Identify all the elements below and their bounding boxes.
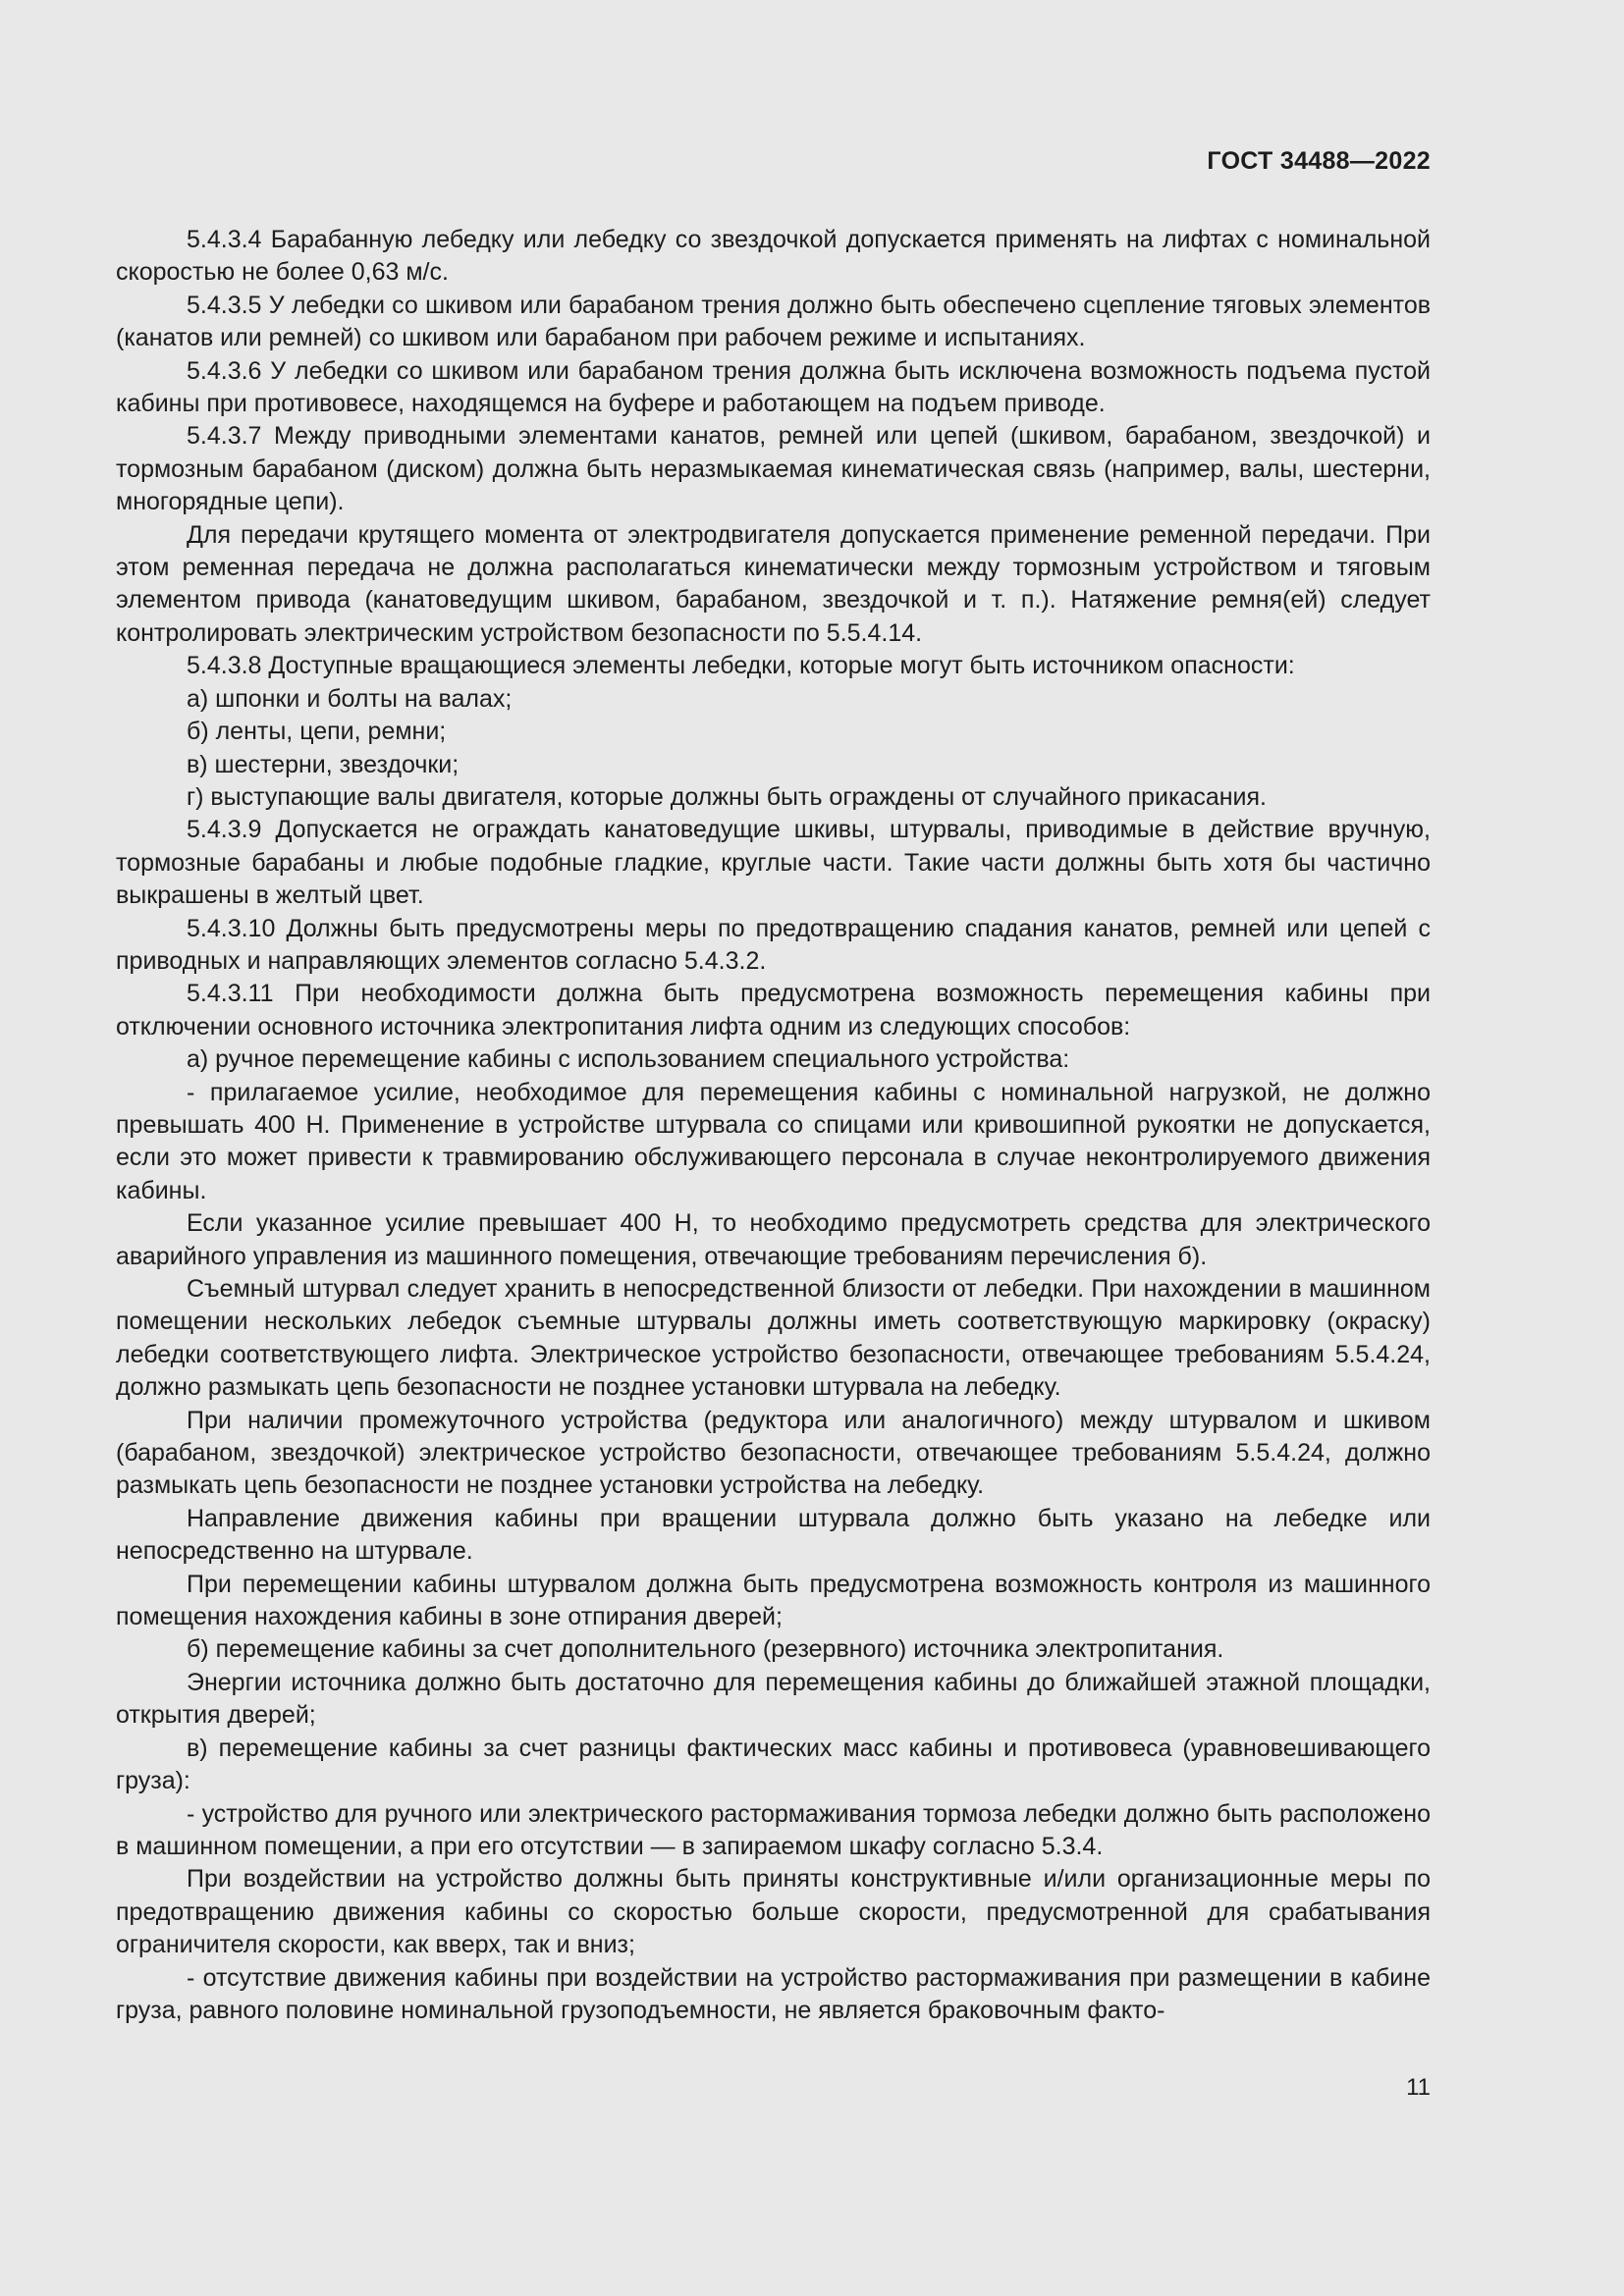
page-number: 11 (1406, 2074, 1431, 2101)
paragraph-5-4-3-7: 5.4.3.7 Между приводными элементами канатов, ремней или цепей (шкивом, барабаном, звездочкой) и тормозным барабаном (диском) должна быть неразмыкаемая кинематическая связь (например, валы, шестерни, многорядные цепи). (116, 422, 1431, 516)
paragraph-5-4-3-8: 5.4.3.8 Доступные вращающиеся элементы лебедки, которые могут быть источником опасности: (187, 652, 1295, 680)
paragraph-speed-measures: При воздействии на устройство должны быть приняты конструктивные и/или организационные меры по предотвращению движения кабины со скоростью больше скорости, предусмотренной для срабатывания ограничителя скорости, как вверх, так и вниз; (116, 1865, 1431, 1959)
paragraph-5-4-3-10: 5.4.3.10 Должны быть предусмотрены меры по предотвращению спадания канатов, ремней или цепей с приводных и направляющих элементов согласно 5.4.3.2. (116, 914, 1431, 975)
paragraph-brake-release-device: - устройство для ручного или электрического растормаживания тормоза лебедки должно быть расположено в машинном помещении, а при его отсутствии — в запираемом шкафу согласно 5.3.4. (116, 1799, 1431, 1860)
paragraph-force-exceeds: Если указанное усилие превышает 400 Н, то необходимо предусмотреть средства для электрического аварийного управления из машинного помещения, отвечающие требованиям перечисления б). (116, 1209, 1431, 1270)
list-item-b-backup-power: б) перемещение кабины за счет дополнительного (резервного) источника электропитания. (187, 1635, 1224, 1664)
paragraph-belt-transmission: Для передачи крутящего момента от электродвигателя допускается применение ременной передачи. При этом ременная передача не должна располагаться кинематически между тормозным устройством и тяговым элементом привода (канатоведущим шкивом, барабаном, звездочкой и т. п.). Натяжение ремня(ей) следует контролировать электрическим устройством безопасности по 5.5.4.14. (116, 520, 1431, 647)
list-item-v-gears: в) шестерни, звездочки; (187, 750, 460, 778)
document-header-id: ГОСТ 34488—2022 (1207, 147, 1431, 175)
paragraph-cabin-position-control: При перемещении кабины штурвалом должна быть предусмотрена возможность контроля из машинного помещения нахождения кабины в зоне отпирания дверей; (116, 1570, 1431, 1631)
paragraph-source-energy: Энергии источника должно быть достаточно для перемещения кабины до ближайшей этажной площадки, открытия дверей; (116, 1668, 1431, 1730)
list-item-a-keys: а) шпонки и болты на валах; (187, 684, 513, 713)
list-item-g-shafts: г) выступающие валы двигателя, которые должны быть ограждены от случайного прикасания. (187, 782, 1267, 811)
paragraph-5-4-3-4: 5.4.3.4 Барабанную лебедку или лебедку со звездочкой допускается применять на лифтах с номинальной скоростью не более 0,63 м/с. (116, 226, 1431, 287)
paragraph-removable-handwheel: Съемный штурвал следует хранить в непосредственной близости от лебедки. При нахождении в машинном помещении нескольких лебедок съемные штурвалы должны иметь соответствующую маркировку (окраску) лебедки соответствующего лифта. Электрическое устройство безопасности, отвечающее требованиям 5.5.4.24, должно размыкать цепь безопасности не позднее установки штурвала на лебедку. (116, 1275, 1431, 1402)
list-item-b-belts: б) ленты, цепи, ремни; (187, 718, 447, 746)
paragraph-5-4-3-6: 5.4.3.6 У лебедки со шкивом или барабаном трения должна быть исключена возможность подъема пустой кабины при противовесе, находящемся на буфере и работающем на подъем приводе. (116, 356, 1431, 418)
paragraph-no-movement: - отсутствие движения кабины при воздействии на устройство растормаживания при размещении в кабине груза, равного половине номинальной грузоподъемности, не является браковочным факто- (116, 1963, 1431, 2024)
list-item-a-manual-movement: а) ручное перемещение кабины с использованием специального устройства: (187, 1045, 1070, 1074)
paragraph-5-4-3-11: 5.4.3.11 При необходимости должна быть предусмотрена возможность перемещения кабины при отключении основного источника электропитания лифта одним из следующих способов: (116, 980, 1431, 1041)
paragraph-5-4-3-9: 5.4.3.9 Допускается не ограждать канатоведущие шкивы, штурвалы, приводимые в действие вручную, тормозные барабаны и любые подобные гладкие, круглые части. Такие части должны быть хотя бы частично выкрашены в желтый цвет. (116, 816, 1431, 910)
paragraph-intermediate-device: При наличии промежуточного устройства (редуктора или аналогичного) между штурвалом и шкивом (барабаном, звездочкой) электрическое устройство безопасности, отвечающее требованиям 5.5.4.24, должно размыкать цепь безопасности не позднее установки устройства на лебедку. (116, 1406, 1431, 1500)
paragraph-applied-force: - прилагаемое усилие, необходимое для перемещения кабины с номинальной нагрузкой, не должно превышать 400 Н. Применение в устройстве штурвала со спицами или кривошипной рукоятки не допускается, если это может привести к травмированию обслуживающего персонала в случае неконтролируемого движения кабины. (116, 1078, 1431, 1204)
list-item-v-mass-difference: в) перемещение кабины за счет разницы фактических масс кабины и противовеса (уравновешивающего груза): (116, 1734, 1431, 1795)
paragraph-5-4-3-5: 5.4.3.5 У лебедки со шкивом или барабаном трения должно быть обеспечено сцепление тяговых элементов (канатов или ремней) со шкивом или барабаном при рабочем режиме и испытаниях. (116, 291, 1431, 352)
document-body (116, 224, 1431, 2027)
paragraph-direction-indication: Направление движения кабины при вращении штурвала должно быть указано на лебедке или непосредственно на штурвале. (116, 1504, 1431, 1566)
